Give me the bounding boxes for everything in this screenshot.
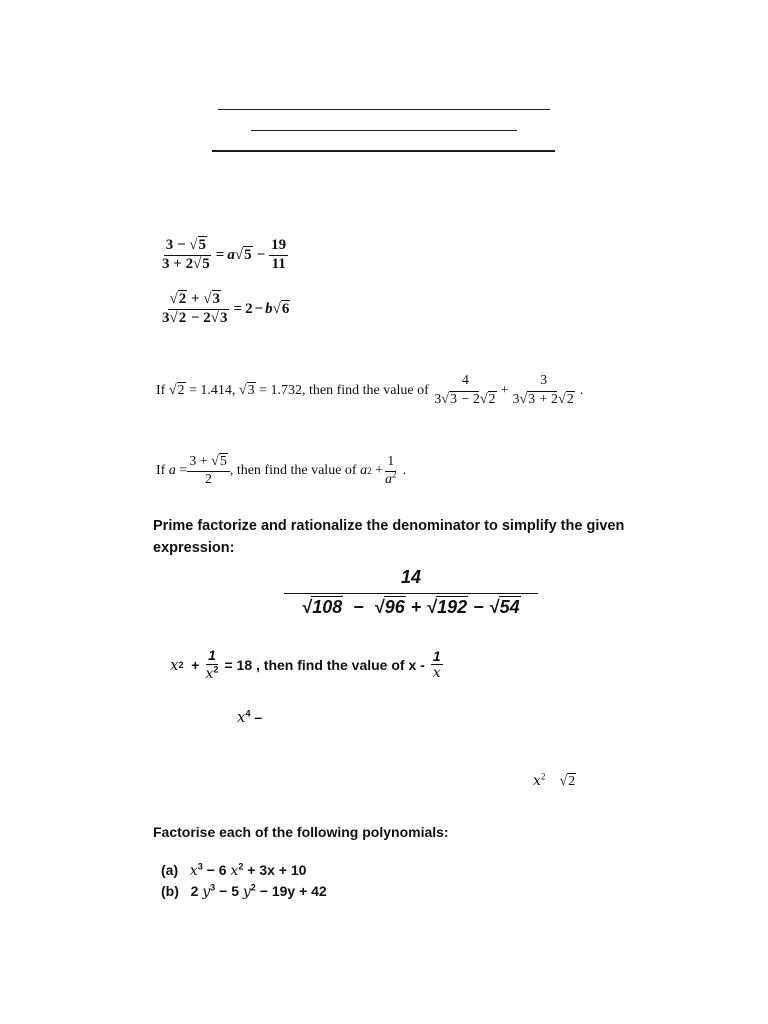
prime-denominator: √108 − √96 + √192 − √54 — [301, 597, 520, 617]
q-x-last-fraction — [431, 649, 443, 681]
question-sqrt-values: If √ 2 = 1.414, √ 3 = 1.732 , then find the value of $\frac{4}{3√3 - 2√2}$ + $\frac{3}{3√3 + 2√2}$ . — [156, 373, 584, 407]
q-sqrt-r3: 3 — [247, 382, 255, 398]
q-x-fraction — [204, 648, 221, 681]
q-a-frac-2 — [383, 455, 399, 487]
q-x-eq-text: = 18 , then find the value of x - — [224, 656, 425, 673]
q-sqrt-f1-num: 4 — [452, 374, 479, 392]
q-a-frac-den-pow: 2 — [392, 469, 397, 480]
q-sqrt-f2-den-a: 3 — [512, 391, 520, 407]
item-a-t3: + 3x + 10 — [247, 862, 307, 878]
q-sqrt-prefix: If — [156, 382, 166, 398]
eq1-rhs-rad: 5 — [244, 246, 252, 263]
eq1-den-c: 5 — [202, 255, 210, 272]
eq2-den-c: 2 — [178, 309, 187, 326]
factorise-heading: Factorise each of the following polynomials: — [153, 824, 449, 840]
eq2-den-a: 3 — [162, 309, 170, 326]
prime-r2: 96 — [384, 597, 405, 617]
item-b-t3: − 19y + 42 — [259, 883, 327, 899]
fragment-x4 — [237, 708, 262, 726]
q-x-last-num: 1 — [432, 647, 441, 664]
header-rule-1 — [218, 109, 550, 110]
prime-r3: 192 — [437, 597, 468, 617]
factorise-item-b — [161, 883, 327, 900]
q-a-exp-var: a — [360, 463, 368, 479]
q-sqrt-middle: , then find the value of — [302, 382, 429, 398]
q-sqrt-f1-den-d: 2 — [488, 391, 496, 407]
prime-instruction: Prime factorize and rationalize the denominator to simplify the given expression: — [153, 518, 625, 556]
eq2-fraction: $\frac{√2 + √3}{3√2 - 2√3}$ — [162, 291, 228, 326]
q-x-frac-den-x: x — [205, 665, 214, 682]
q-a-end: . — [402, 463, 407, 479]
fragment1-x: x — [237, 708, 246, 726]
q-sqrt-f2-den-c: 2 — [551, 391, 559, 407]
item-b-label: (b) — [161, 883, 179, 899]
q-a-frac-num: 1 — [385, 455, 396, 472]
q-a-middle: , then find the value of — [229, 463, 357, 479]
eq2-den-b: 2 — [203, 309, 211, 326]
q-a-den: 2 — [205, 471, 213, 487]
q-a-num-b: 5 — [219, 454, 227, 469]
q-sqrt-f1-den-a: 3 — [434, 391, 442, 407]
eq1-fraction: $\frac{3 - √5}{3 + 2√5}$ — [162, 237, 210, 272]
equation-2: $\frac{√2 + √3}{3√2 - 2√3}$ = 2 − b √ 6 — [162, 291, 290, 326]
fragment2-rad: 2 — [568, 774, 576, 789]
eq1-rhs-fraction — [269, 238, 288, 273]
q-x-frac-num: 1 — [208, 647, 216, 663]
item-a-pow2: 2 — [238, 861, 244, 872]
fragment1-dash: – — [254, 709, 263, 725]
item-a-label: (a) — [161, 862, 179, 878]
eq2-num-b: 3 — [212, 291, 221, 307]
item-b-pow2: 2 — [250, 882, 256, 893]
q-a-var: a — [168, 463, 176, 479]
question-a-value: If a = $\frac{3 + √5}{2}$ , then find the value of a 2 + $\frac{1}{a^2}$ . — [156, 454, 407, 487]
prime-expression — [284, 567, 538, 618]
eq1-den-a: 3 — [162, 255, 170, 272]
q-a-num-a: 3 — [189, 454, 197, 469]
header-rule-3 — [212, 150, 555, 152]
q-a-prefix: If — [156, 463, 166, 479]
eq1-rhs-frac-den: 11 — [271, 255, 286, 272]
header-rule-2 — [251, 130, 517, 131]
eq1-rhs-frac-num: 19 — [269, 238, 288, 256]
fragment2-pow: 2 — [540, 771, 546, 782]
eq2-den-d: 3 — [220, 309, 228, 326]
q-sqrt-fraction-2: $\frac{3}{3√3 + 2√2}$ — [512, 373, 574, 407]
item-b-t2: − 5 — [219, 883, 239, 899]
factorise-item-a — [161, 862, 306, 879]
q-sqrt-v3: = 1.732 — [259, 382, 303, 398]
item-b-t0: 2 — [190, 883, 199, 899]
item-b-y2: y — [242, 884, 251, 900]
q-sqrt-r2: 2 — [177, 382, 185, 398]
item-a-x1: x — [189, 863, 198, 879]
eq1-num-b: 5 — [198, 237, 207, 253]
q-x-frac-den-pow: 2 — [213, 664, 219, 675]
q-sqrt-fraction-1: $\frac{4}{3√3 - 2√2}$ — [434, 373, 496, 407]
item-a-pow1: 3 — [197, 861, 203, 872]
question-x: x 2 + $\frac{1}{x^2}$ = 18 , then find the value of x - $\frac{1}{x}$ — [170, 647, 441, 682]
q-x-last-den: x — [432, 665, 441, 682]
q-sqrt-end: . — [579, 382, 584, 398]
eq1-den-b: 2 — [185, 255, 194, 272]
q-a-fraction: $\frac{3 + √5}{2}$ — [187, 455, 230, 487]
q-sqrt-f2-den-b: 3 — [528, 391, 536, 407]
fragment1-pow: 4 — [245, 708, 251, 719]
eq1-num-a: 3 — [165, 237, 174, 253]
eq2-rhs-const: 2 — [245, 300, 253, 317]
prime-r1: 108 — [312, 597, 343, 617]
item-a-x2: x — [230, 863, 239, 879]
prime-r4: 54 — [499, 597, 520, 617]
item-b-pow1: 3 — [210, 882, 216, 893]
fragment-x2-sqrt2: $x^2$ √2 — [533, 771, 576, 789]
prime-numerator: 14 — [400, 567, 422, 587]
item-b-y1: y — [202, 884, 211, 900]
q-sqrt-v2: = 1.414, — [189, 382, 236, 398]
q-sqrt-f2-den-d: 2 — [566, 391, 574, 407]
q-sqrt-f1-den-c: 2 — [472, 391, 480, 407]
eq2-num-a: 2 — [178, 291, 187, 307]
eq2-rhs-rad: 6 — [281, 300, 290, 317]
eq1-rhs-var: a — [227, 246, 235, 263]
fragment2-x: x — [533, 773, 541, 789]
eq2-rhs-var: b — [265, 300, 273, 317]
q-sqrt-f1-den-b: 3 — [449, 391, 457, 407]
equation-1: $\frac{3 - √5}{3 + 2√5}$ = a √ 5 − $\frac{19}{11}$ — [162, 237, 287, 272]
item-a-t2: − 6 — [206, 862, 227, 878]
q-x-x: x — [170, 655, 179, 674]
q-sqrt-f2-num: 3 — [530, 374, 557, 392]
q-a-frac-den-var: a — [385, 471, 393, 487]
